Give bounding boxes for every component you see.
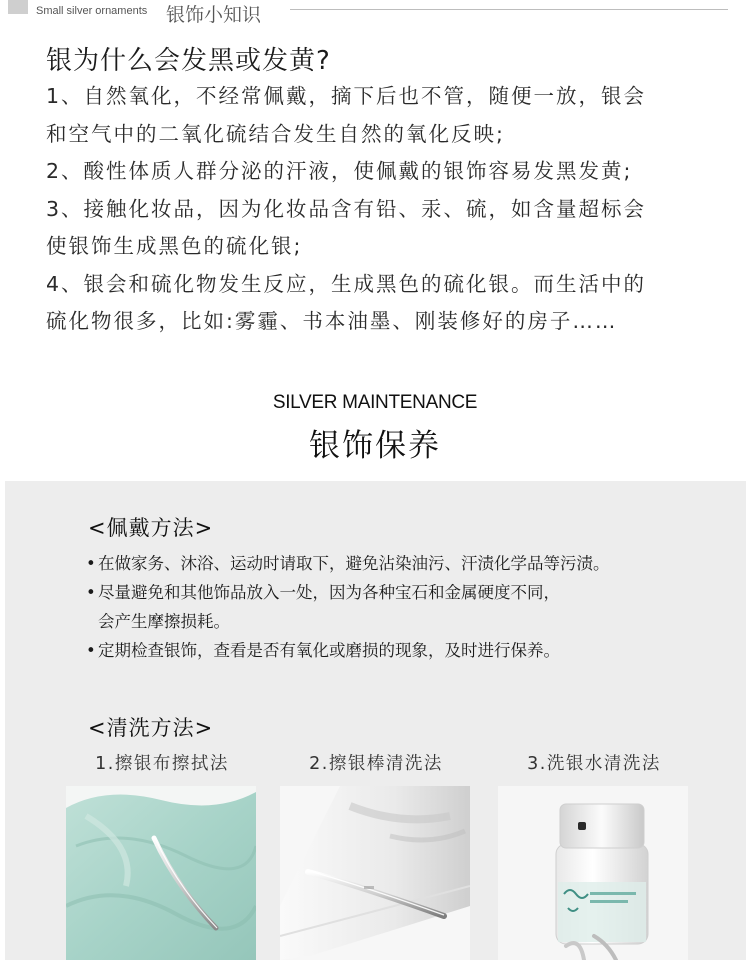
bullet-text: 尽量避免和其他饰品放入一处，因为各种宝石和金属硬度不同， xyxy=(98,583,560,602)
method-label-stick: 2.擦银棒清洗法 xyxy=(309,754,443,774)
bullet-text-continuation: 会产生摩擦损耗。 xyxy=(98,612,230,631)
question-heading: 银为什么会发黑或发黄? xyxy=(46,46,331,76)
knowledge-line: 1、自然氧化，不经常佩戴，摘下后也不管，随便一放，银会 xyxy=(46,84,647,108)
bullet-text: 定期检查银饰，查看是否有氧化或磨损的现象，及时进行保养。 xyxy=(98,641,560,660)
wear-bullet-item xyxy=(86,549,726,578)
header-en-title: Small silver ornaments xyxy=(36,5,148,17)
bullet-text: 在做家务、沐浴、运动时请取下，避免沾染油污、汗渍化学品等污渍。 xyxy=(98,554,610,573)
knowledge-line: 和空气中的二氧化硫结合发生自然的氧化反映; xyxy=(46,121,505,146)
header-cn-title: 银饰小知识 xyxy=(166,4,262,26)
cleaning-solution-photo xyxy=(498,786,688,960)
method-label-cloth: 1.擦银布擦拭法 xyxy=(95,754,229,774)
knowledge-line: 硫化物很多，比如:雾霾、书本油墨、刚装修好的房子…… xyxy=(46,309,618,333)
maintenance-cn-title: 银饰保养 xyxy=(309,428,441,464)
maintenance-en-title: SILVER MAINTENANCE xyxy=(272,392,478,413)
wear-bullet-item xyxy=(86,636,726,665)
cleaning-method-heading: <清洗方法> xyxy=(88,716,214,740)
header-mark xyxy=(8,0,28,14)
wear-bullet-list xyxy=(86,549,726,665)
knowledge-line: 使银饰生成黑色的硫化银; xyxy=(46,234,303,258)
polishing-cloth-photo xyxy=(66,786,256,960)
bullet-dot: • xyxy=(86,583,96,602)
knowledge-line: 3、接触化妆品，因为化妆品含有铅、汞、硫，如含量超标会 xyxy=(46,196,647,221)
method-label-solution: 3.洗银水清洗法 xyxy=(527,754,661,774)
bullet-dot: • xyxy=(86,641,96,660)
wear-method-heading: <佩戴方法> xyxy=(88,516,214,540)
section-header xyxy=(0,0,750,28)
polishing-stick-photo xyxy=(280,786,470,960)
wear-bullet-item xyxy=(86,578,726,636)
knowledge-line: 4、银会和硫化物发生反应，生成黑色的硫化银。而生活中的 xyxy=(46,271,647,296)
knowledge-paragraph xyxy=(46,78,726,341)
header-divider xyxy=(290,9,728,10)
knowledge-line: 2、酸性体质人群分泌的汗液，使佩戴的银饰容易发黑发黄; xyxy=(46,159,633,183)
bullet-dot: • xyxy=(86,554,96,573)
